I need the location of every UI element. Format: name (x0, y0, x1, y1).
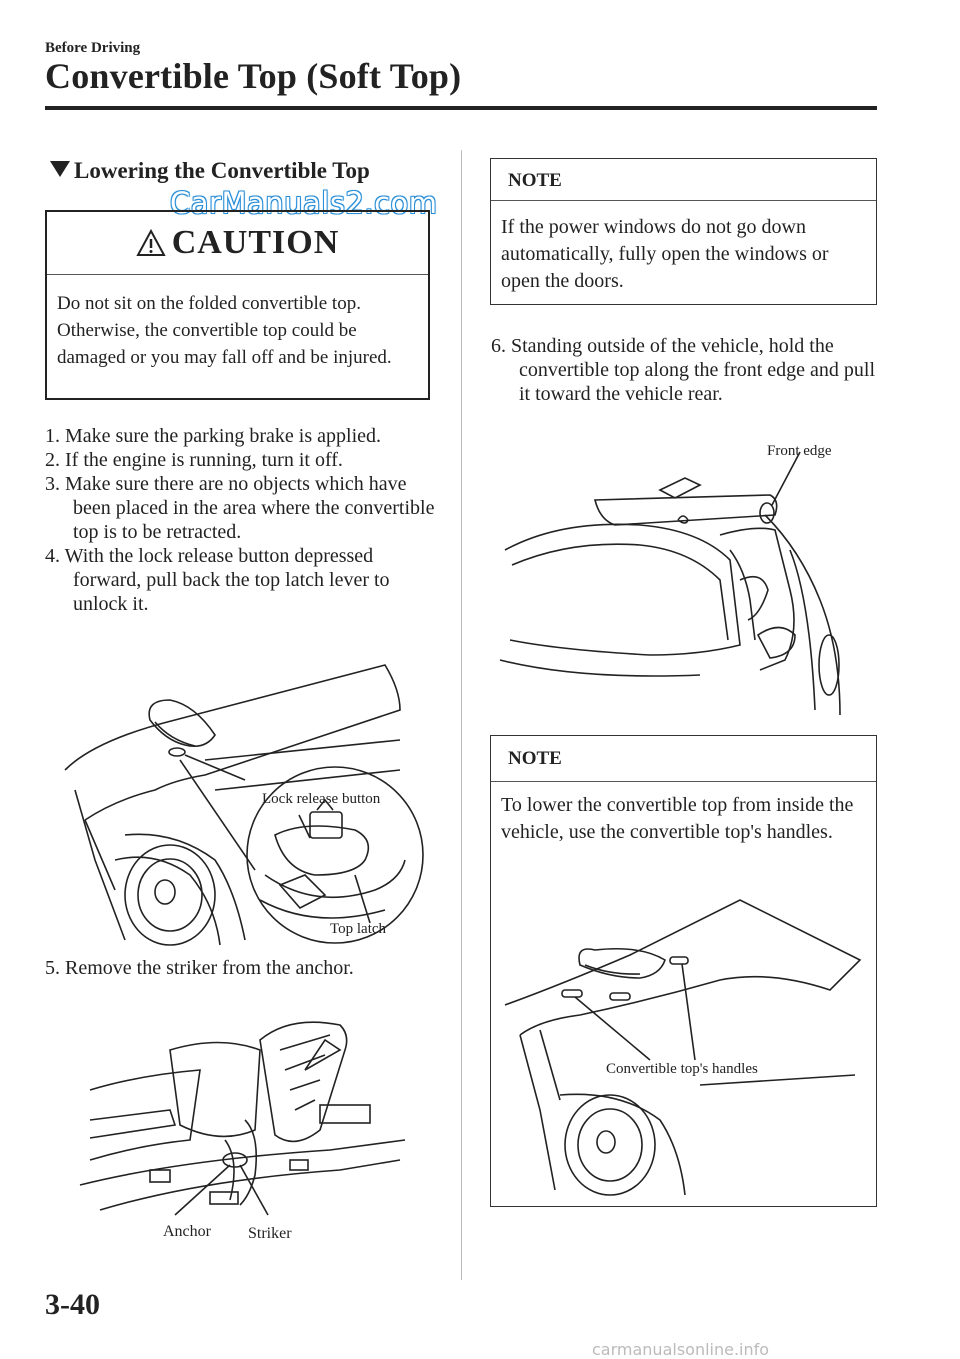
step-2: 2. If the engine is running, turn it off. (45, 449, 343, 471)
note-1-body: If the power windows do not go down automatically, fully open the windows or open the doors. (501, 216, 829, 292)
note-2-title: NOTE (491, 736, 876, 782)
striker-anchor-illustration (80, 1010, 410, 1230)
watermark-logo: CarManuals2.com (170, 186, 438, 220)
steps-list (45, 424, 445, 616)
lock-release-button-label: Lock release button (262, 791, 381, 807)
top-latch-label: Top latch (330, 921, 387, 937)
step-5: 5. Remove the striker from the anchor. (45, 957, 354, 979)
title-rule (45, 106, 877, 110)
section-heading-text: Lowering the Convertible Top (74, 158, 370, 183)
striker-label: Striker (248, 1225, 292, 1242)
anchor-label: Anchor (163, 1223, 211, 1240)
triangle-bullet-icon (50, 161, 70, 177)
caution-title: CAUTION (171, 224, 340, 261)
steps-list-2 (45, 956, 445, 980)
front-edge-illustration (500, 440, 860, 720)
page-title: Convertible Top (Soft Top) (45, 56, 462, 96)
section-heading (50, 158, 370, 184)
step-4: 4. With the lock release button depressed forward, pull back the top latch lever to unlock it. (45, 545, 390, 615)
note-2-body: To lower the convertible top from inside the vehicle, use the convertible top's handles. (501, 794, 854, 843)
convertible-top-handles-illustration (500, 900, 870, 1200)
footer-watermark: carmanualsonline.info (592, 1340, 770, 1359)
note-box-1 (490, 158, 877, 305)
caution-body: Do not sit on the folded convertible top. Otherwise, the convertible top could be damaged or you may fall off and be injured. (57, 293, 392, 368)
step-1: 1. Make sure the parking brake is applied. (45, 425, 382, 447)
front-edge-label: Front edge (767, 443, 832, 459)
handles-label: Convertible top's handles (606, 1061, 758, 1077)
column-divider (461, 150, 462, 1280)
caution-box (45, 210, 430, 400)
note-1-title: NOTE (491, 159, 876, 201)
page-number: 3-40 (45, 1288, 100, 1321)
warning-triangle-icon (136, 229, 166, 257)
step-6 (491, 334, 881, 406)
step-6-text: 6. Standing outside of the vehicle, hold the convertible top along the front edge and pull it toward the vehicle rear. (491, 335, 876, 405)
step-3: 3. Make sure there are no objects which have been placed in the area where the convertible top is to be retracted. (45, 473, 435, 543)
caution-header (47, 212, 428, 275)
section-label: Before Driving (45, 40, 141, 56)
